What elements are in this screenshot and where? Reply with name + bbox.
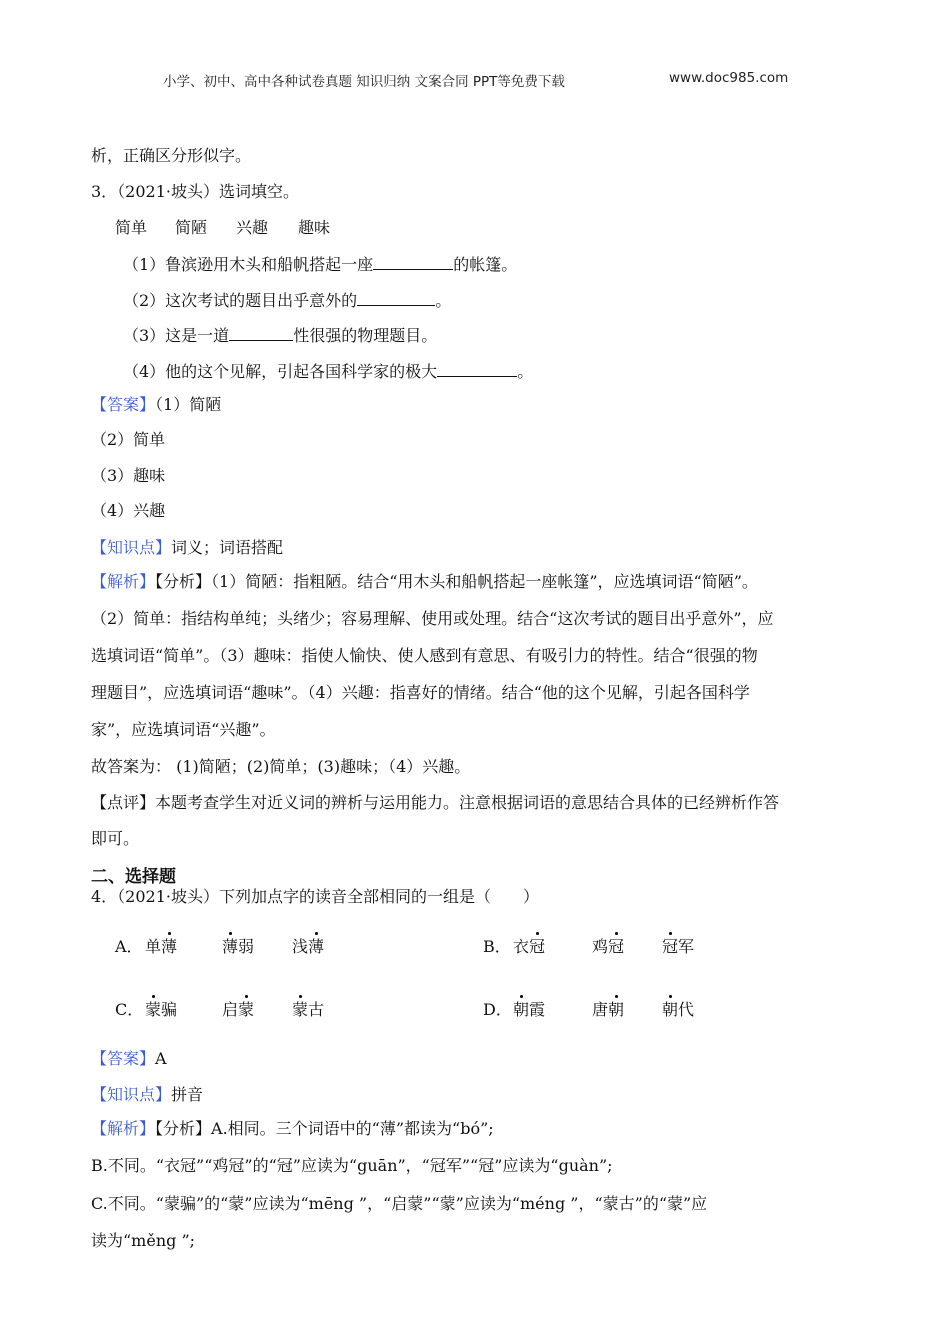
q4-a-word-3 [292,937,324,957]
q3-option-3: 兴趣 [236,218,269,237]
q4-d-word-3 [662,1000,694,1020]
q3-analysis-text-1: 【分析】（1）简陋：指粗陋。结合“用木头和船帆搭起一座帐篷”，应选填词语“简陋”。 [155,572,758,591]
q4-stem: 4．（2021·坡头）下列加点字的读音全部相同的一组是（ ） [91,887,539,906]
q4-b-word-1-dotted: 冠 [529,937,546,956]
q4-c-word-3-dotted: 蒙 [292,1000,309,1019]
q4-b-word-2 [592,937,624,957]
q4-analysis-line-4: 读为“měng ”; [91,1231,196,1250]
q4-b-word-3-dotted: 冠 [662,937,679,956]
q4-c-word-2-plain: 启 [222,1000,239,1019]
q4-knowledge-point [91,1085,203,1105]
q4-answer: A [155,1049,167,1068]
q3-item-4-before: （4）他的这个见解，引起各国科学家的极大 [123,362,438,381]
q3-answer-line [91,395,221,415]
q4-c-word-2 [222,1000,254,1020]
knowledge-tag: 【知识点】 [91,538,172,557]
answer-tag: 【答案】 [91,1049,156,1068]
q3-answer-2: （2）简单 [91,430,166,449]
q4-b-word-2-plain: 鸡 [592,937,609,956]
q3-item-2-after: 。 [435,291,452,310]
q4-a-word-2 [222,937,254,957]
q4-analysis-line-1 [91,1119,494,1139]
q3-analysis-line-4: 理题目”，应选填词语“趣味”。（4）兴趣：指喜好的情绪。结合“他的这个见解，引起各国科学 [91,683,750,702]
analysis-tag: 【解析】 [91,1119,156,1138]
q3-comment-line-2: 即可。 [91,829,140,848]
q4-b-word-1-plain: 衣 [513,937,530,956]
page-header-text: 小学、初中、高中各种试卷真题 知识归纳 文案合同 PPT等免费下载 [163,74,565,90]
q4-kp-text: 拼音 [171,1085,204,1104]
q3-option-4: 趣味 [298,218,331,237]
q4-d-word-1-plain: 霞 [529,1000,546,1019]
q3-blank-2[interactable] [357,289,435,306]
q3-analysis-line-5: 家”，应选填词语“兴趣”。 [91,720,276,739]
q4-choice-a-label[interactable]: A． [115,937,143,956]
q3-analysis-line-3: 选填词语“简单”。（3）趣味：指使人愉快、使人感到有意思、有吸引力的特性。结合“很强的物 [91,646,758,665]
knowledge-tag: 【知识点】 [91,1085,172,1104]
q3-item-3-after: 性很强的物理题目。 [293,326,438,345]
q3-stem: 3．（2021·坡头）选词填空。 [91,182,299,201]
q4-a-word-1-dotted: 薄 [161,937,178,956]
q3-blank-1[interactable] [373,253,453,270]
q4-a-word-3-plain: 浅 [292,937,309,956]
q3-item-4-after: 。 [517,362,534,381]
q3-blank-3[interactable] [229,324,293,341]
page-header-url[interactable]: www.doc985.com [669,70,789,86]
q3-kp-text: 词义；词语搭配 [171,538,284,557]
q4-d-word-2-dotted: 朝 [608,1000,625,1019]
q3-analysis-line-2: （2）简单：指结构单纯；头绪少；容易理解、使用或处理。结合“这次考试的题目出乎意外”，应 [91,609,774,628]
q4-analysis-line-2: B.不同。“衣冠”“鸡冠”的“冠”应读为“guān”，“冠军”“冠”应读为“guàn”; [91,1156,613,1175]
q4-a-word-2-plain: 弱 [238,937,255,956]
q3-item-3-before: （3）这是一道 [123,326,230,345]
q4-a-word-3-dotted: 薄 [308,937,325,956]
analysis-tag: 【解析】 [91,572,156,591]
q4-d-word-1-dotted: 朝 [513,1000,530,1019]
q4-c-word-2-dotted: 蒙 [238,1000,255,1019]
q4-c-word-1-plain: 骗 [161,1000,178,1019]
q3-item-2 [123,289,451,311]
q4-a-word-2-dotted: 薄 [222,937,239,956]
q3-item-2-before: （2）这次考试的题目出乎意外的 [123,291,358,310]
q3-option-2: 简陋 [175,218,208,237]
q4-d-word-3-dotted: 朝 [662,1000,679,1019]
q3-final-answer: 故答案为： (1)简陋；(2)简单；(3)趣味；（4）兴趣。 [91,757,471,776]
section-title: 二、选择题 [91,867,176,887]
q4-answer-line [91,1049,167,1069]
q3-item-4 [123,360,533,382]
q4-d-word-2-plain: 唐 [592,1000,609,1019]
q4-a-word-1 [145,937,177,957]
q4-choice-d-label[interactable]: D． [483,1000,512,1019]
q4-analysis-text-1: 【分析】A.相同。三个词语中的“薄”都读为“bó”; [155,1119,494,1138]
q4-d-word-3-plain: 代 [678,1000,695,1019]
q4-choice-c-label[interactable]: C． [115,1000,144,1019]
q4-b-word-3 [662,937,694,957]
q3-item-3 [123,324,437,346]
q4-b-word-3-plain: 军 [678,937,695,956]
q3-analysis-line-1 [91,572,758,592]
q3-answer-4: （4）兴趣 [91,501,166,520]
q3-answer-1: （1）简陋 [155,395,222,414]
q4-a-word-1-plain: 单 [145,937,162,956]
intro-line: 析，正确区分形似字。 [91,146,252,165]
q3-item-1-after: 的帐篷。 [453,255,518,274]
q4-b-word-2-dotted: 冠 [608,937,625,956]
q4-b-word-1 [513,937,545,957]
q3-answer-3: （3）趣味 [91,466,166,485]
q3-option-1: 简单 [115,218,148,237]
q3-item-1-before: （1）鲁滨逊用木头和船帆搭起一座 [123,255,374,274]
q4-c-word-1 [145,1000,177,1020]
q4-choice-b-label[interactable]: B． [483,937,511,956]
answer-tag: 【答案】 [91,395,156,414]
q3-blank-4[interactable] [437,360,517,377]
q3-item-1 [123,253,517,275]
q3-comment-line-1: 【点评】本题考查学生对近义词的辨析与运用能力。注意根据词语的意思结合具体的已经辨析作答 [91,793,780,812]
q4-analysis-line-3: C.不同。“蒙骗”的“蒙”应读为“mēng ”，“启蒙”“蒙”应读为“méng ”，“蒙古”的“蒙”应 [91,1194,708,1213]
q4-d-word-2 [592,1000,624,1020]
q4-c-word-1-dotted: 蒙 [145,1000,162,1019]
q4-c-word-3 [292,1000,324,1020]
q4-d-word-1 [513,1000,545,1020]
q4-c-word-3-plain: 古 [308,1000,325,1019]
q3-knowledge-point [91,538,283,558]
